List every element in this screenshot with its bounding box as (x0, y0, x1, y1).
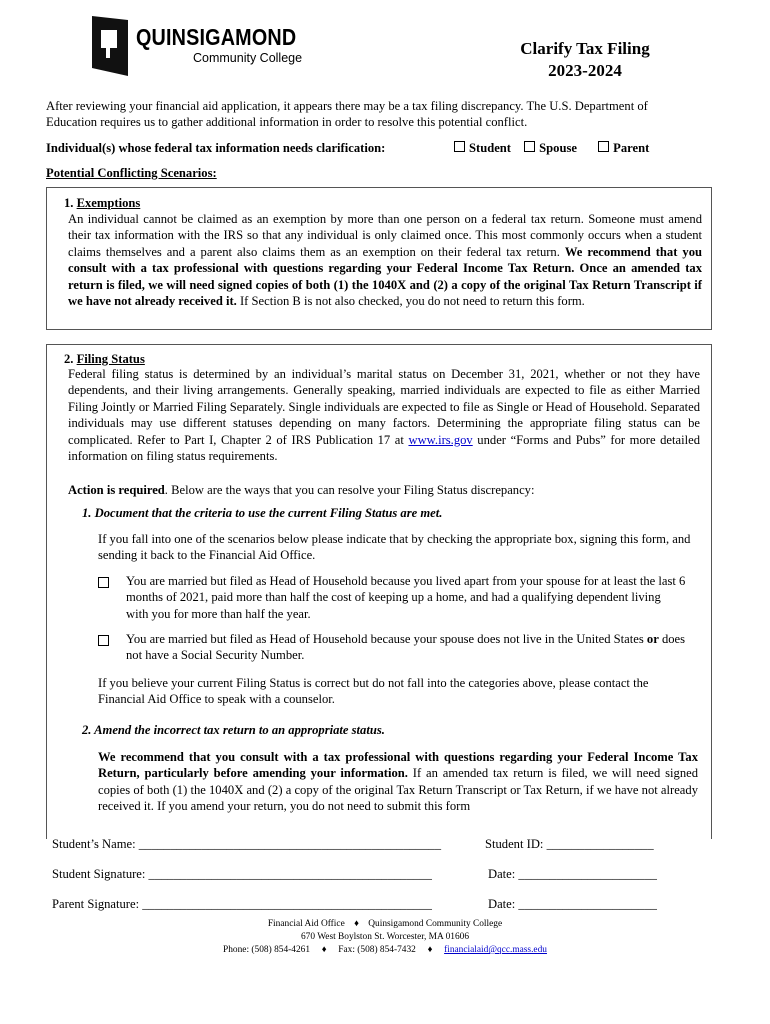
option-spouse[interactable] (524, 141, 577, 155)
option-student[interactable] (454, 141, 511, 155)
logo-subtitle: Community College (193, 51, 303, 65)
exemptions-recommendation: We recommend that you consult with a tax professional with questions regarding your Federal Income Tax Return. Once an amended tax return is filed, we will need signed copies of both (1) the 1040X and (2) a copy of the original Tax Return Transcript if we have not already received it. (68, 244, 702, 309)
footer-separator: ♦ (321, 945, 327, 955)
footer-office: Financial Aid Office (267, 919, 345, 929)
checkbox-lived-apart[interactable] (98, 577, 109, 588)
scenario-text-b: does not have a Social Security Number. (126, 632, 686, 663)
student-signature-field[interactable]: Student Signature: _____________________________________________ (52, 867, 432, 881)
option2-text (98, 749, 698, 815)
footer-email-link[interactable]: financialaid@qcc.mass.edu (444, 945, 547, 955)
scenario-check-lived-apart[interactable] (98, 573, 698, 623)
scenario-text: You are married but filed as Head of Household because you lived apart from your spouse for at least the last 6 months of 2021, paid more than half the cost of keeping up a home, and had a qualifying dependent living with you for more than half the year. (126, 574, 686, 621)
section-filing-heading (64, 351, 145, 367)
scenarios-heading: Potential Conflicting Scenarios: (46, 166, 217, 180)
intro-paragraph: After reviewing your financial aid application, it appears there may be a tax filing discrepancy. The U.S. Department of Education requires us to gather additional information in order to resolve this potential conflict. (46, 99, 648, 130)
action-label: Action is required (68, 483, 165, 497)
option-student-label: Student (469, 141, 511, 155)
scenario-text-a: You are married but filed as Head of Household because your spouse does not live in the United States (126, 632, 647, 646)
footer (0, 918, 770, 957)
college-logo-icon (92, 16, 128, 76)
section-title: Exemptions (76, 196, 141, 210)
individuals-row (46, 140, 686, 156)
checkbox-parent[interactable] (598, 141, 609, 152)
checkbox-spouse-abroad[interactable] (98, 635, 109, 646)
form-title (470, 38, 700, 82)
option1-after: If you believe your current Filing Status is correct but do not fall into the categories above, please contact the Financial Aid Office to speak with a counselor. (98, 676, 649, 707)
scenario-text (126, 631, 686, 664)
section-number: 1. (64, 196, 74, 210)
option-parent-label: Parent (613, 141, 650, 155)
form-title-year: 2023-2024 (548, 61, 622, 80)
footer-address: 670 West Boylston St. Worcester, MA 01606 (300, 932, 470, 942)
section-exemptions-heading (64, 195, 140, 211)
footer-college: Quinsigamond Community College (368, 919, 503, 929)
action-text: . Below are the ways that you can resolve your Filing Status discrepancy: (164, 483, 535, 497)
checkbox-student[interactable] (454, 141, 465, 152)
section-title: Filing Status (76, 352, 145, 366)
option2-rest: If an amended tax return is filed, we will need signed copies of both (1) the 1040X and (2) a copy of the original Tax Return Transcript or Tax Return, if we have not already received it. If you amend your return, you do not need to submit this form (98, 766, 698, 814)
footer-fax: Fax: (508) 854-7432 (338, 945, 416, 955)
section-number: 2. (64, 352, 74, 366)
exemptions-note: If Section B is not also checked, you do not need to return this form. (236, 294, 585, 309)
option2-heading: 2. Amend the incorrect tax return to an appropriate status. (82, 723, 385, 737)
option2-recommendation: We recommend that you consult with a tax professional with questions regarding your Federal Income Tax Return, particularly before amending your information. (98, 750, 698, 781)
footer-contact (0, 944, 770, 957)
parent-date-field[interactable]: Date: ______________________ (488, 897, 657, 911)
filing-text-end: under “Forms and Pubs” for more detailed information on filing status requirements. (68, 432, 700, 464)
parent-signature-field[interactable]: Parent Signature: ______________________________________________ (52, 897, 432, 911)
student-date-field[interactable]: Date: ______________________ (488, 867, 657, 881)
scenario-text-or: or (646, 632, 659, 646)
option1-heading: 1. Document that the criteria to use the current Filing Status are met. (82, 506, 443, 520)
student-name-field[interactable]: Student’s Name: ________________________________________________ (52, 837, 441, 851)
action-required (68, 482, 700, 498)
section-filing-body (68, 366, 700, 464)
irs-link[interactable]: www.irs.gov (408, 432, 473, 447)
filing-text: Federal filing status is determined by an individual’s marital status on December 31, 2021, whether or not they have dependents, and their living arrangements. Generally speaking, married individuals are expected to file as either Married Filing Jointly or Married Filing Separately. Single individuals are expected to file as Single or Head of Household. Separated individuals may use different statuses depending on many factors. Determining the appropriate filing status can be complicated. Refer to Part I, Chapter 2 of IRS Publication 17 at (68, 367, 700, 447)
logo-name: QUINSIGAMOND (136, 24, 297, 50)
footer-line1 (0, 918, 770, 931)
option-parent[interactable] (598, 141, 649, 155)
exemptions-text: An individual cannot be claimed as an exemption by more than one person on a federal tax return. Someone must amend their tax information with the IRS so that any individual is only claimed once. This most commonly occurs when a student claims themselves and a parent also claims them as an exemption on their federal tax return. (68, 212, 702, 259)
footer-separator: ♦ (427, 945, 433, 955)
form-title-line1: Clarify Tax Filing (520, 39, 650, 58)
footer-separator: ♦ (354, 919, 359, 929)
option1-text: If you fall into one of the scenarios below please indicate that by checking the appropriate box, signing this form, and sending it back to the Financial Aid Office. (98, 532, 691, 563)
footer-phone: Phone: (508) 854-4261 (223, 945, 311, 955)
checkbox-spouse[interactable] (524, 141, 535, 152)
scenario-check-spouse-abroad[interactable] (98, 631, 698, 665)
section-exemptions-body (68, 211, 702, 309)
student-id-field[interactable]: Student ID: _________________ (485, 837, 654, 851)
individuals-label: Individual(s) whose federal tax information needs clarification: (46, 141, 386, 155)
option-spouse-label: Spouse (539, 141, 577, 155)
